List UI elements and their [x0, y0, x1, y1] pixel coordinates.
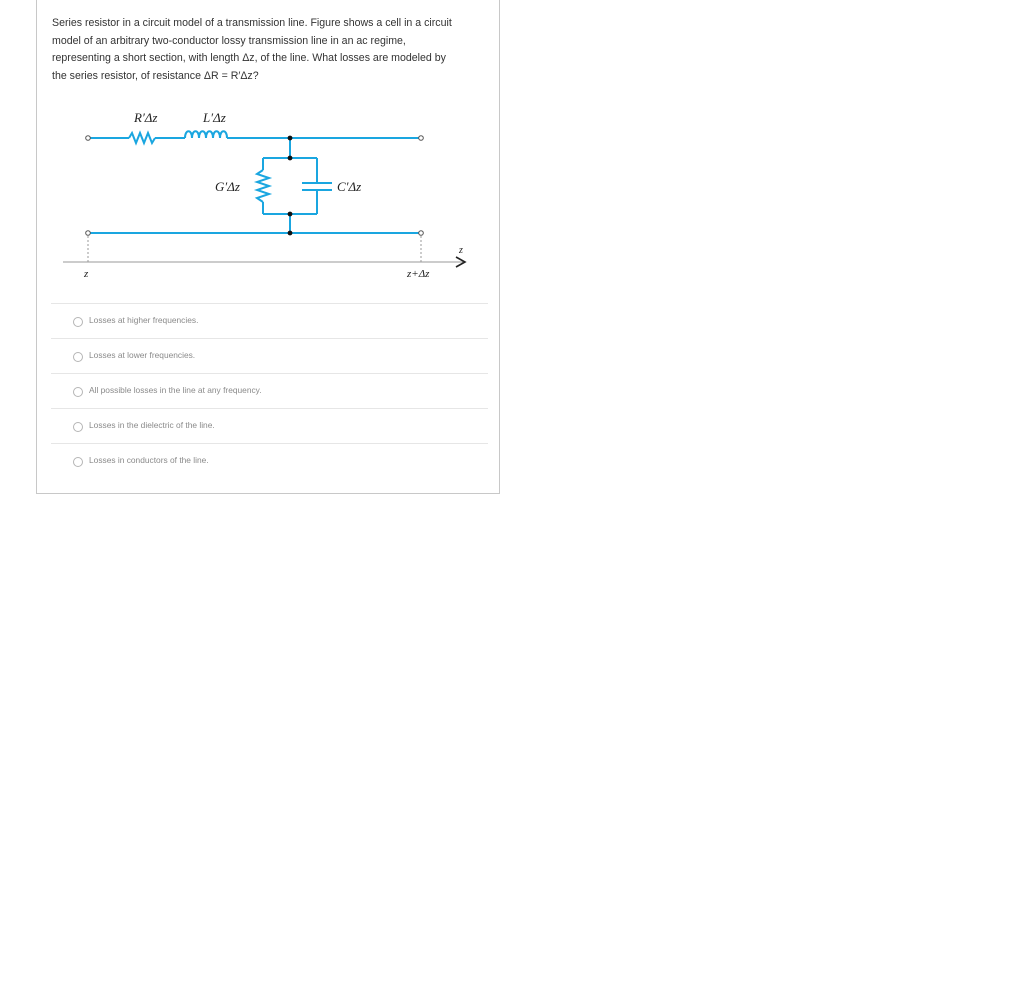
circuit-diagram: [37, 100, 501, 290]
position-markers: [88, 236, 421, 262]
shunt-branch: [257, 138, 332, 233]
option-label: Losses in conductors of the line.: [89, 455, 209, 465]
series-resistor: [129, 133, 155, 143]
option-lower-frequencies[interactable]: [51, 338, 488, 373]
z-axis-label: z: [459, 245, 463, 256]
conductance-label: G′Δz: [215, 179, 240, 194]
option-label: Losses at lower frequencies.: [89, 350, 196, 360]
z-end-label: z+Δz: [407, 268, 430, 280]
option-dielectric-losses[interactable]: [51, 408, 488, 443]
capacitance-label: C′Δz: [337, 179, 362, 194]
option-label: Losses in the dielectric of the line.: [89, 420, 215, 430]
option-conductor-losses[interactable]: [51, 443, 488, 478]
inductor-label: L′Δz: [203, 110, 226, 125]
question-text: [52, 15, 492, 85]
shunt-conductance: [257, 170, 269, 202]
question-line-4: the series resistor, of resistance ΔR = R′Δz?: [52, 69, 259, 82]
question-line-1: Series resistor in a circuit model of a transmission line. Figure shows a cell in a circuit: [52, 17, 452, 29]
option-label: Losses at higher frequencies.: [89, 315, 199, 325]
option-higher-frequencies[interactable]: [51, 303, 488, 338]
series-inductor: [185, 131, 227, 138]
question-card: [36, 0, 500, 494]
circuit-figure: [37, 100, 501, 290]
terminals: [86, 136, 424, 236]
radio-button[interactable]: [73, 457, 83, 467]
top-conductor: [88, 131, 421, 143]
resistor-label: R′Δz: [134, 110, 158, 125]
radio-button[interactable]: [73, 317, 83, 327]
answer-options: [51, 303, 488, 478]
option-label: All possible losses in the line at any frequency.: [89, 385, 262, 395]
option-all-losses[interactable]: [51, 373, 488, 408]
radio-button[interactable]: [73, 422, 83, 432]
radio-button[interactable]: [73, 352, 83, 362]
question-line-2: model of an arbitrary two-conductor lossy transmission line in an ac regime,: [52, 34, 406, 47]
radio-button[interactable]: [73, 387, 83, 397]
question-line-3: representing a short section, with length Δz, of the line. What losses are modeled by: [52, 52, 446, 64]
z-start-label: z: [84, 268, 89, 280]
